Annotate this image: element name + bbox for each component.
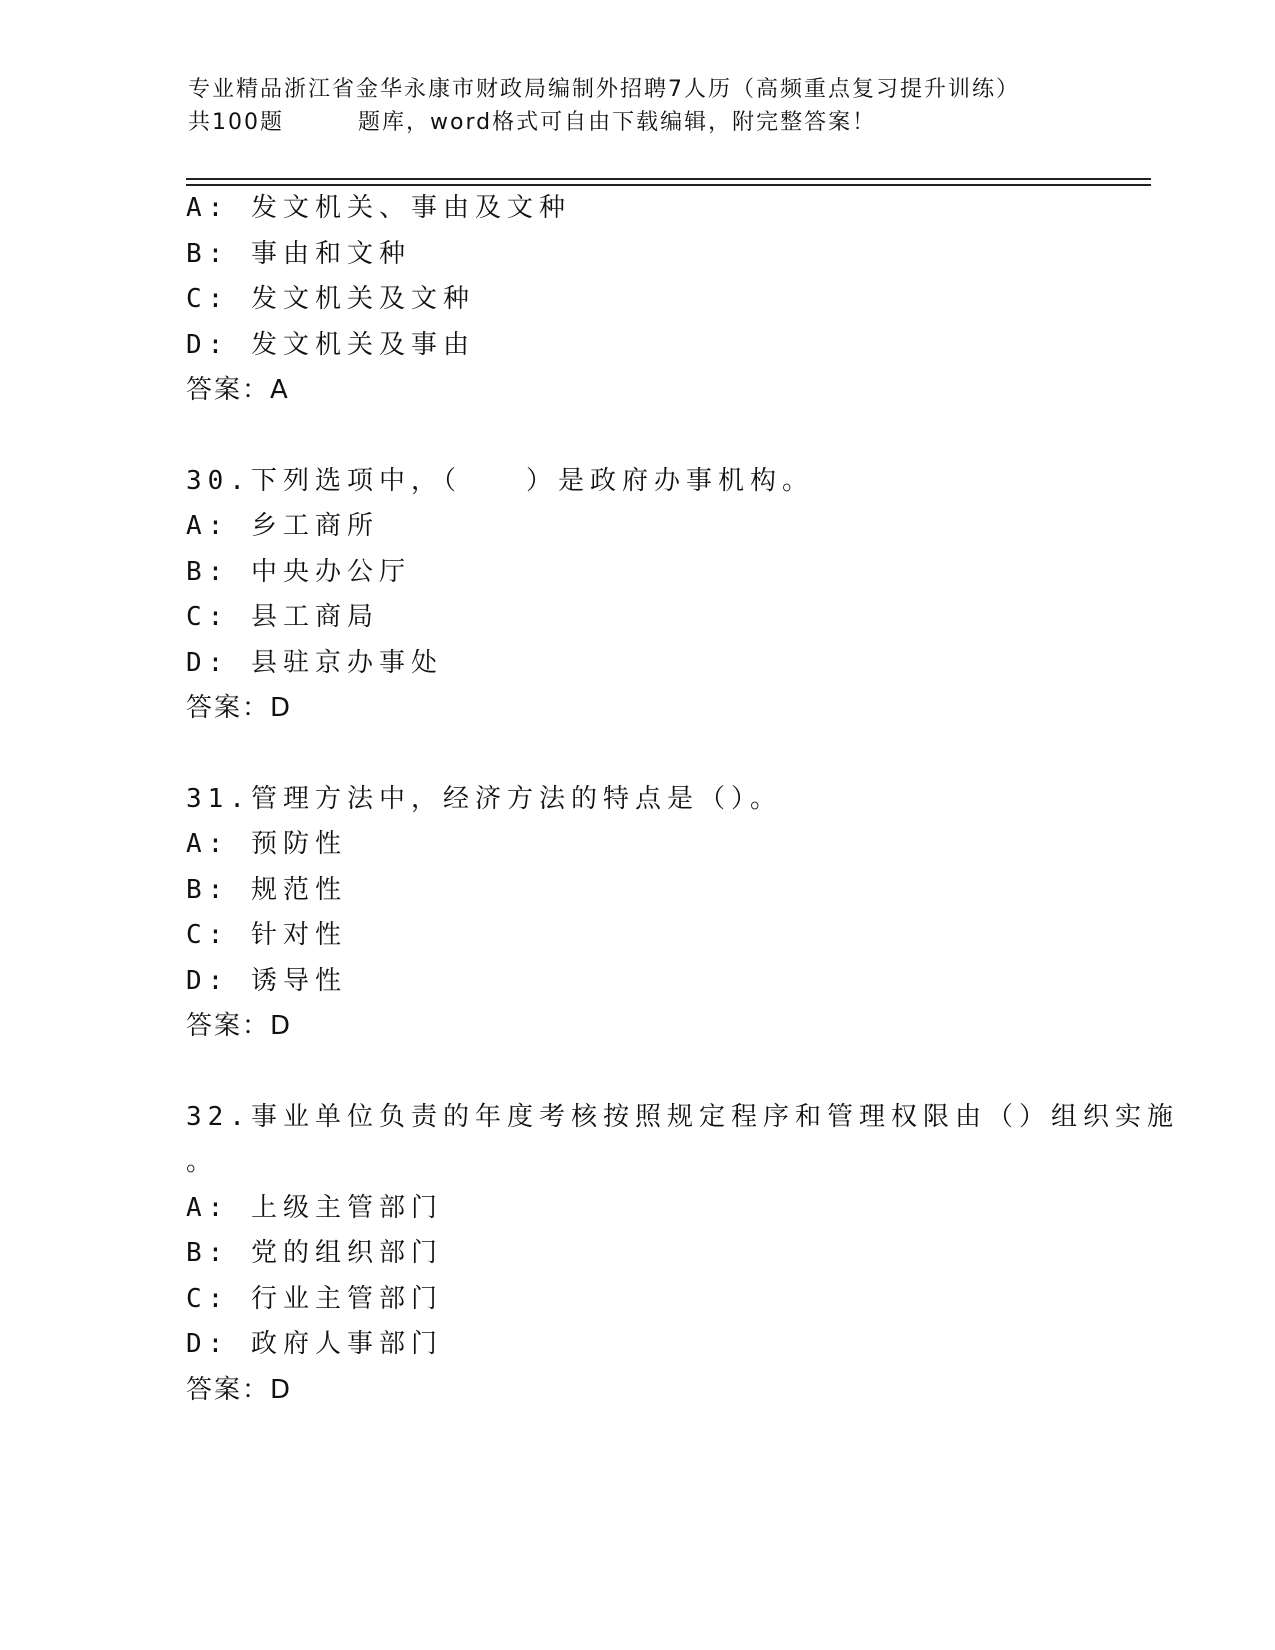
spacer <box>186 1050 1086 1095</box>
question-text-tail: 。 <box>186 1147 213 1177</box>
question-block <box>186 459 1086 732</box>
option-a: A: 乡工商所 <box>186 511 379 541</box>
header-subtitle <box>188 106 1088 139</box>
option-b: B: 规范性 <box>186 874 347 905</box>
option-c: C: 县工商局 <box>186 602 379 632</box>
question-text: 32.事业单位负责的年度考核按照规定程序和管理权限由（）组织实施 <box>186 1101 1179 1132</box>
question-list <box>186 186 1179 1413</box>
option-b: B: 中央办公厅 <box>186 556 411 587</box>
option-c: C: 行业主管部门 <box>186 1283 443 1314</box>
answer: 答案：A <box>186 375 290 405</box>
spacer <box>186 414 1086 459</box>
option-d: D: 发文机关及事由 <box>186 329 475 360</box>
answer: 答案：D <box>186 1011 293 1041</box>
spacer <box>186 732 1086 777</box>
option-d: D: 诱导性 <box>186 965 347 996</box>
header-note: 题库，word格式可自由下载编辑，附完整答案！ <box>358 110 877 135</box>
option-a: A: 预防性 <box>186 829 347 859</box>
question-block <box>186 186 1086 414</box>
document-header <box>188 73 1088 139</box>
header-divider-top <box>186 178 1151 180</box>
option-d: D: 政府人事部门 <box>186 1329 443 1359</box>
option-a: A: 上级主管部门 <box>186 1192 443 1223</box>
option-b: B: 党的组织部门 <box>186 1238 443 1268</box>
question-block <box>186 1095 1179 1414</box>
answer: 答案：D <box>186 1374 293 1405</box>
option-a: A: 发文机关、事由及文种 <box>186 193 571 223</box>
question-text: 30.下列选项中，（ ）是政府办事机构。 <box>186 465 814 496</box>
question-text: 31.管理方法中，经济方法的特点是（）。 <box>186 783 782 814</box>
question-block <box>186 777 1086 1050</box>
option-c: C: 针对性 <box>186 920 347 950</box>
option-b: B: 事由和文种 <box>186 238 411 269</box>
header-title: 专业精品浙江省金华永康市财政局编制外招聘7人历（高频重点复习提升训练） <box>188 77 1020 102</box>
answer: 答案：D <box>186 693 293 723</box>
option-d: D: 县驻京办事处 <box>186 647 443 678</box>
question-count: 共100题 <box>188 110 284 135</box>
option-c: C: 发文机关及文种 <box>186 284 475 314</box>
